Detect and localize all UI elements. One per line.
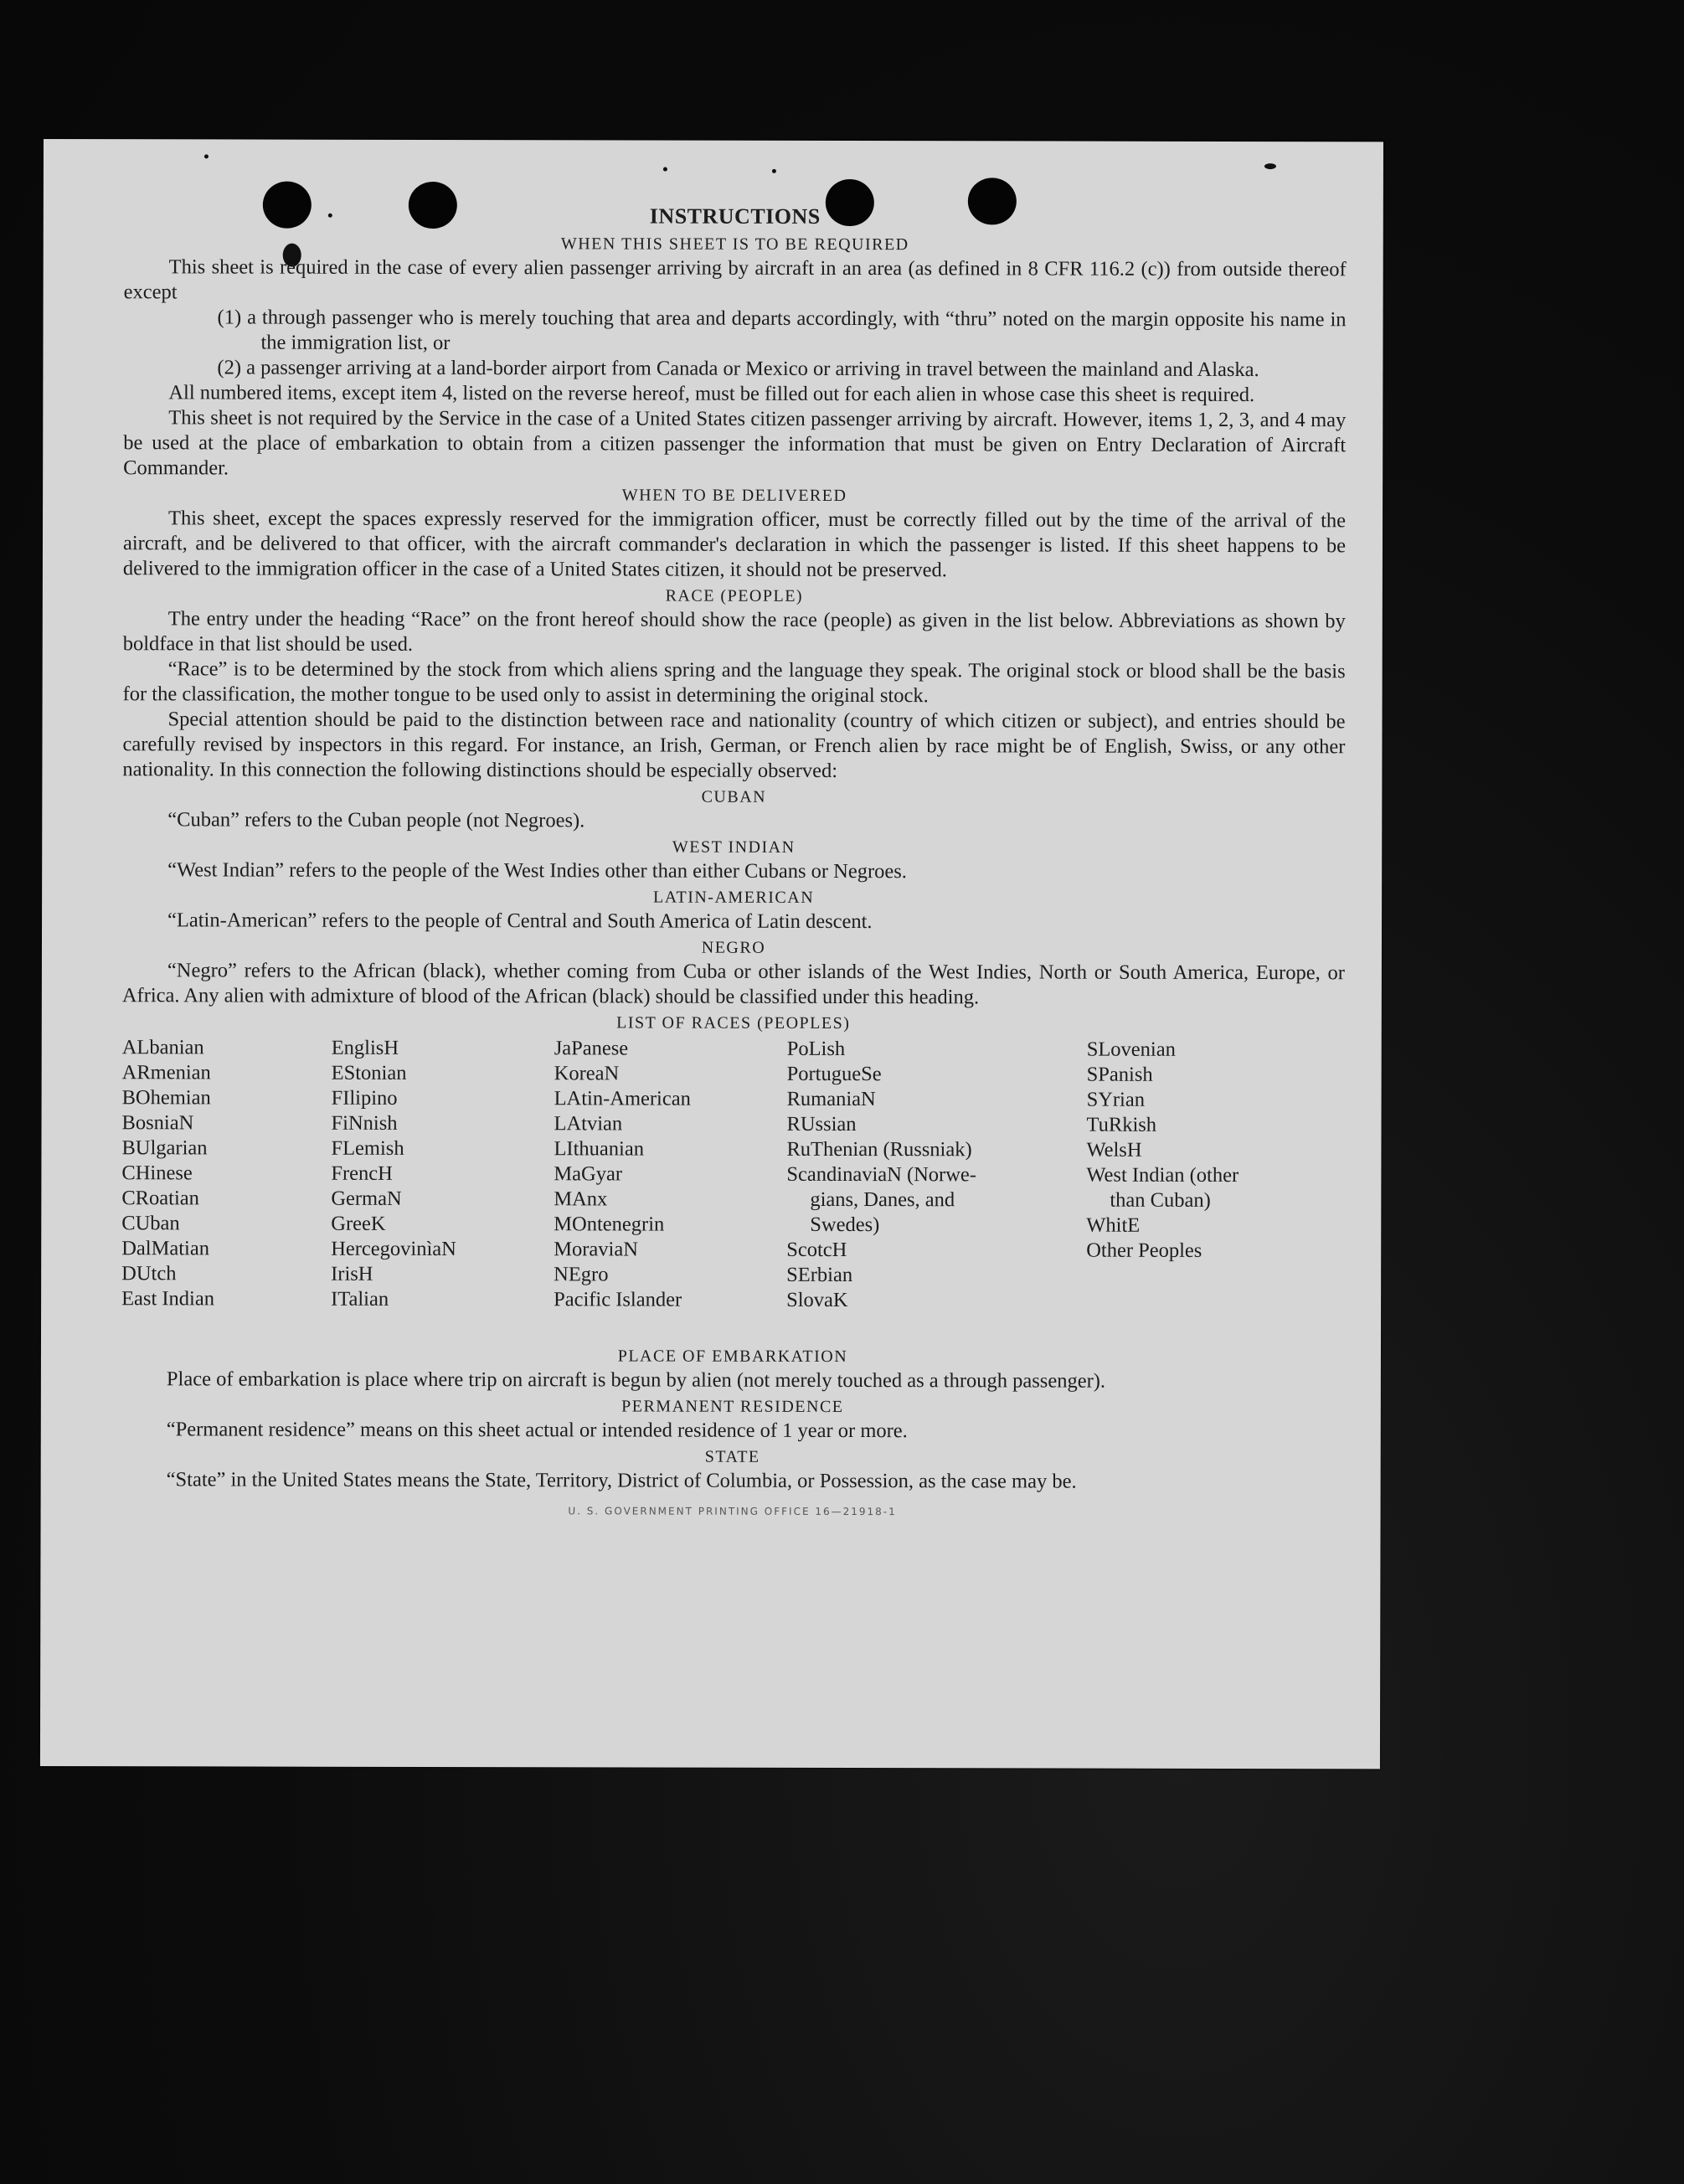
race-entry: WelsH bbox=[1086, 1138, 1142, 1162]
race-entry: ScandinaviaN (Norwe- bbox=[786, 1162, 976, 1187]
races-column-1 bbox=[121, 1035, 215, 1311]
numbered-item: (1) a through passenger who is merely touching that area and departs accordingly, with “thru” noted on the margin opposite his name in the immigration list, or bbox=[217, 306, 1347, 355]
race-entry: TuRkish bbox=[1086, 1113, 1157, 1136]
race-entry: NEgro bbox=[554, 1263, 609, 1286]
dust-speck bbox=[204, 154, 209, 158]
paragraph: “Negro” refers to the African (black), whether coming from Cuba or other islands of the West Indies, North or South America, Europe, or Africa. Any alien with admixture of blood of the African (black) should be classified under this heading. bbox=[121, 959, 1345, 1009]
race-entry: SlovaK bbox=[786, 1288, 848, 1312]
race-entry: ARmenian bbox=[121, 1061, 211, 1084]
race-entry: LAtvian bbox=[554, 1112, 623, 1136]
race-entry: Other Peoples bbox=[1086, 1239, 1202, 1262]
paragraph: “Cuban” refers to the Cuban people (not Negroes). bbox=[167, 808, 585, 832]
race-entry: MaGyar bbox=[554, 1162, 623, 1186]
paragraph: This sheet is required in the case of every alien passenger arriving by aircraft in an area (as defined in 8 CFR 116.2 (c)) from outside thereof except bbox=[123, 255, 1347, 304]
section-heading-when-delivered: WHEN TO BE DELIVERED bbox=[621, 486, 847, 506]
section-heading-negro: NEGRO bbox=[701, 938, 766, 957]
dust-speck bbox=[663, 167, 667, 172]
numbered-item: (2) a passenger arriving at a land-border airport from Canada or Mexico or arriving in travel between the mainland and Alaska. bbox=[217, 356, 1259, 382]
race-entry: GreeK bbox=[331, 1212, 386, 1235]
paragraph: “Permanent residence” means on this sheet actual or intended residence of 1 year or more. bbox=[166, 1418, 908, 1443]
section-heading-when-required: WHEN THIS SHEET IS TO BE REQUIRED bbox=[560, 234, 909, 255]
paragraph: The entry under the heading “Race” on the front hereof should show the race (people) as given in the list below. Abbreviations as shown by boldface in that list should be used. bbox=[122, 607, 1346, 656]
paragraph: This sheet, except the spaces expressly reserved for the immigration officer, must be correctly filled out by the time of the arrival of the aircraft, and be delivered to that officer, with the aircraft commander's declaration in which the passenger is listed. If this sheet happens to be delivered to the immigration officer in the case of a United States citizen, it should not be preserved. bbox=[122, 507, 1347, 582]
race-entry: BosniaN bbox=[121, 1111, 194, 1135]
race-entry: FrencH bbox=[331, 1162, 393, 1185]
race-entry: SPanish bbox=[1086, 1063, 1153, 1086]
race-entry: KoreaN bbox=[554, 1062, 620, 1085]
race-entry: LIthuanian bbox=[554, 1137, 645, 1161]
races-column-5 bbox=[1086, 1038, 1239, 1264]
paragraph: All numbered items, except item 4, listed on the reverse hereof, must be filled out for each alien in whose case this sheet is required. bbox=[168, 381, 1255, 407]
race-entry: JaPanese bbox=[554, 1037, 629, 1060]
race-entry: Swedes) bbox=[810, 1213, 880, 1237]
race-entry: BUlgarian bbox=[121, 1136, 208, 1160]
race-entry: ITalian bbox=[331, 1287, 389, 1311]
race-entry: SYrian bbox=[1086, 1088, 1146, 1111]
race-entry: CRoatian bbox=[121, 1187, 199, 1210]
race-entry: WhitE bbox=[1086, 1213, 1141, 1237]
race-entry: PoLish bbox=[786, 1037, 846, 1061]
page-title: INSTRUCTIONS bbox=[649, 203, 821, 229]
race-entry: RumaniaN bbox=[786, 1087, 876, 1111]
race-entry: FLemish bbox=[331, 1136, 404, 1160]
race-entry: DUtch bbox=[121, 1262, 177, 1285]
paragraph: Place of embarkation is place where trip on aircraft is begun by alien (not merely touched as a through passenger). bbox=[166, 1368, 1106, 1393]
section-heading-latin-american: LATIN-AMERICAN bbox=[653, 888, 815, 907]
race-entry: PortugueSe bbox=[786, 1062, 882, 1086]
paragraph: “Race” is to be determined by the stock from which aliens spring and the language they speak. The original stock or blood shall be the basis for the classification, the mother tongue to be used only to assist in determining the original stock. bbox=[122, 657, 1346, 708]
section-heading-cuban: CUBAN bbox=[701, 787, 767, 806]
race-entry: RUssian bbox=[786, 1112, 857, 1136]
race-entry: MoraviaN bbox=[554, 1238, 638, 1261]
race-entry: CUban bbox=[121, 1212, 180, 1235]
race-entry: DalMatian bbox=[121, 1237, 210, 1260]
dust-speck bbox=[772, 169, 776, 173]
race-entry: SErbian bbox=[786, 1263, 853, 1287]
race-entry: SLovenian bbox=[1086, 1038, 1176, 1061]
race-entry: FiNnish bbox=[331, 1111, 398, 1135]
section-heading-list-of-races: LIST OF RACES (PEOPLES) bbox=[616, 1013, 851, 1033]
races-column-4 bbox=[786, 1037, 976, 1313]
race-entry: BOhemian bbox=[121, 1086, 211, 1110]
race-entry: EStonian bbox=[331, 1061, 407, 1084]
races-list bbox=[121, 1035, 1345, 1344]
paragraph: “Latin-American” refers to the people of Central and South America of Latin descent. bbox=[167, 909, 873, 934]
race-entry: IrisH bbox=[331, 1262, 373, 1285]
section-heading-permanent-residence: PERMANENT RESIDENCE bbox=[621, 1397, 844, 1417]
section-heading-embarkation: PLACE OF EMBARKATION bbox=[617, 1347, 848, 1367]
race-entry: GermaN bbox=[331, 1187, 402, 1210]
races-column-2 bbox=[331, 1036, 456, 1312]
paragraph: “State” in the United States means the State, Territory, District of Columbia, or Possession, as the case may be. bbox=[166, 1468, 1077, 1493]
race-entry: HercegovinìaN bbox=[331, 1237, 456, 1261]
paragraph: “West Indian” refers to the people of the West Indies other than either Cubans or Negroes. bbox=[167, 858, 907, 883]
race-entry: West Indian (other bbox=[1086, 1163, 1239, 1187]
race-entry: Pacific Islander bbox=[554, 1288, 682, 1311]
race-entry: EnglisH bbox=[331, 1036, 399, 1059]
race-entry: ALbanian bbox=[121, 1036, 204, 1059]
race-entry: FIlipino bbox=[331, 1086, 398, 1110]
paragraph: This sheet is not required by the Service in the case of a United States citizen passenger arriving by aircraft. However, items 1, 2, 3, and 4 may be used at the place of embarkation to obtain from a citizen passenger the information that must be given on Entry Declaration of Aircraft Commander. bbox=[123, 406, 1347, 480]
section-heading-west-indian: WEST INDIAN bbox=[672, 837, 796, 857]
section-heading-race: RACE (PEOPLE) bbox=[665, 586, 804, 605]
race-entry: gians, Danes, and bbox=[810, 1187, 955, 1212]
race-entry: CHinese bbox=[121, 1162, 193, 1185]
dust-speck bbox=[1264, 163, 1276, 169]
instructions-content bbox=[121, 203, 1347, 1518]
race-entry: MOntenegrin bbox=[554, 1213, 665, 1236]
race-entry: MAnx bbox=[554, 1187, 608, 1211]
race-entry: East Indian bbox=[121, 1287, 215, 1311]
document-sheet bbox=[40, 139, 1383, 1769]
section-heading-state: STATE bbox=[704, 1447, 760, 1466]
race-entry: than Cuban) bbox=[1110, 1188, 1211, 1212]
paragraph: Special attention should be paid to the distinction between race and nationality (country of which citizen or subject), and entries should be carefully revised by inspectors in this regard. For instance, an Irish, German, or French alien by race might be of English, Swiss, or any other nationality. In this connection the following distinctions should be especially observed: bbox=[122, 708, 1346, 782]
races-column-3 bbox=[554, 1036, 691, 1312]
race-entry: ScotcH bbox=[786, 1238, 847, 1262]
printer-imprint: U. S. GOVERNMENT PRINTING OFFICE 16—21918-1 bbox=[568, 1505, 897, 1518]
race-entry: RuThenian (Russniak) bbox=[786, 1137, 972, 1162]
race-entry: LAtin-American bbox=[554, 1087, 691, 1110]
